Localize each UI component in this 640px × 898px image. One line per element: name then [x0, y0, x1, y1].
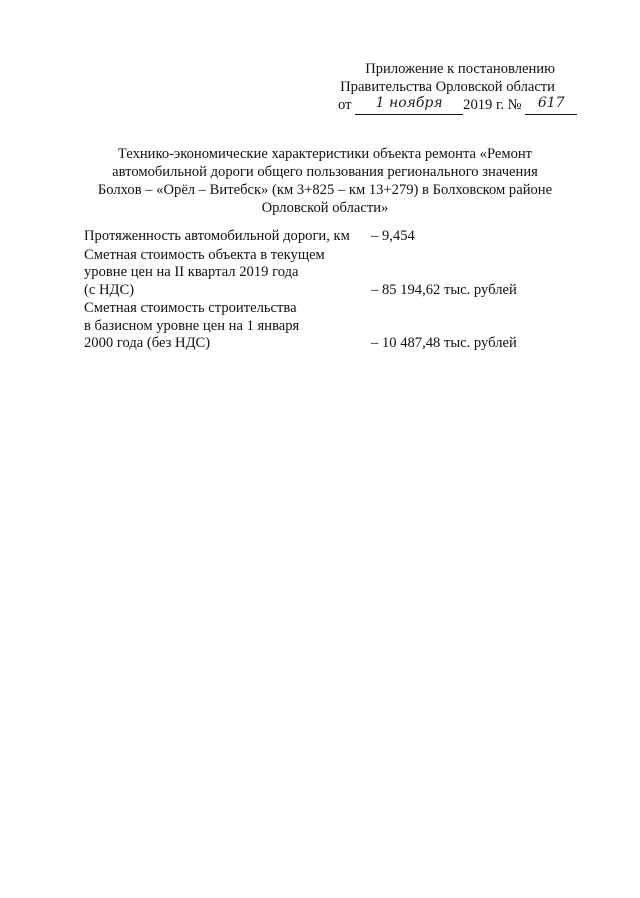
spec-label: 2000 года (без НДС) — [84, 335, 211, 351]
title-line-2: автомобильной дороги общего пользования регионального значения — [112, 164, 538, 180]
spec-value: – 85 194,62 тыс. рублей — [371, 281, 517, 298]
specs-list — [84, 228, 564, 353]
spec-row-current-cost — [84, 247, 564, 300]
appendix-line-1: Приложение к постановлению — [365, 61, 555, 77]
spec-value: – 10 487,48 тыс. рублей — [371, 335, 517, 351]
spec-row-road-length — [84, 228, 564, 246]
spec-row-base-cost — [84, 300, 564, 353]
title-line-3: Болхов – «Орёл – Витебск» (км 3+825 – км 13+279) в Болховском районе — [97, 182, 553, 198]
handwritten-date-text: 1 ноября — [375, 95, 443, 111]
spec-label: (с НДС) — [84, 281, 135, 298]
spec-label: Сметная стоимость объекта в текущем — [84, 246, 325, 263]
title-line-4: Орловской области» — [261, 200, 389, 216]
appendix-date-line — [338, 95, 565, 115]
handwritten-date — [355, 96, 463, 115]
spec-label: уровне цен на II квартал 2019 года — [84, 264, 299, 280]
year-number-label: 2019 г. № — [463, 97, 522, 113]
spec-label: в базисном уровне цен на 1 января — [84, 317, 300, 334]
date-prefix: от — [338, 97, 352, 113]
handwritten-number — [525, 96, 577, 115]
appendix-header — [300, 60, 565, 115]
handwritten-number-text: 617 — [537, 95, 565, 111]
spec-label: Протяженность автомобильной дороги, км — [84, 228, 350, 244]
document-title — [80, 145, 570, 217]
title-line-1: Технико-экономические характеристики объекта ремонта «Ремонт — [117, 146, 533, 162]
spec-label: Сметная стоимость строительства — [84, 300, 297, 316]
spec-value: – 9,454 — [371, 228, 415, 244]
appendix-line-2: Правительства Орловской области — [340, 79, 555, 95]
